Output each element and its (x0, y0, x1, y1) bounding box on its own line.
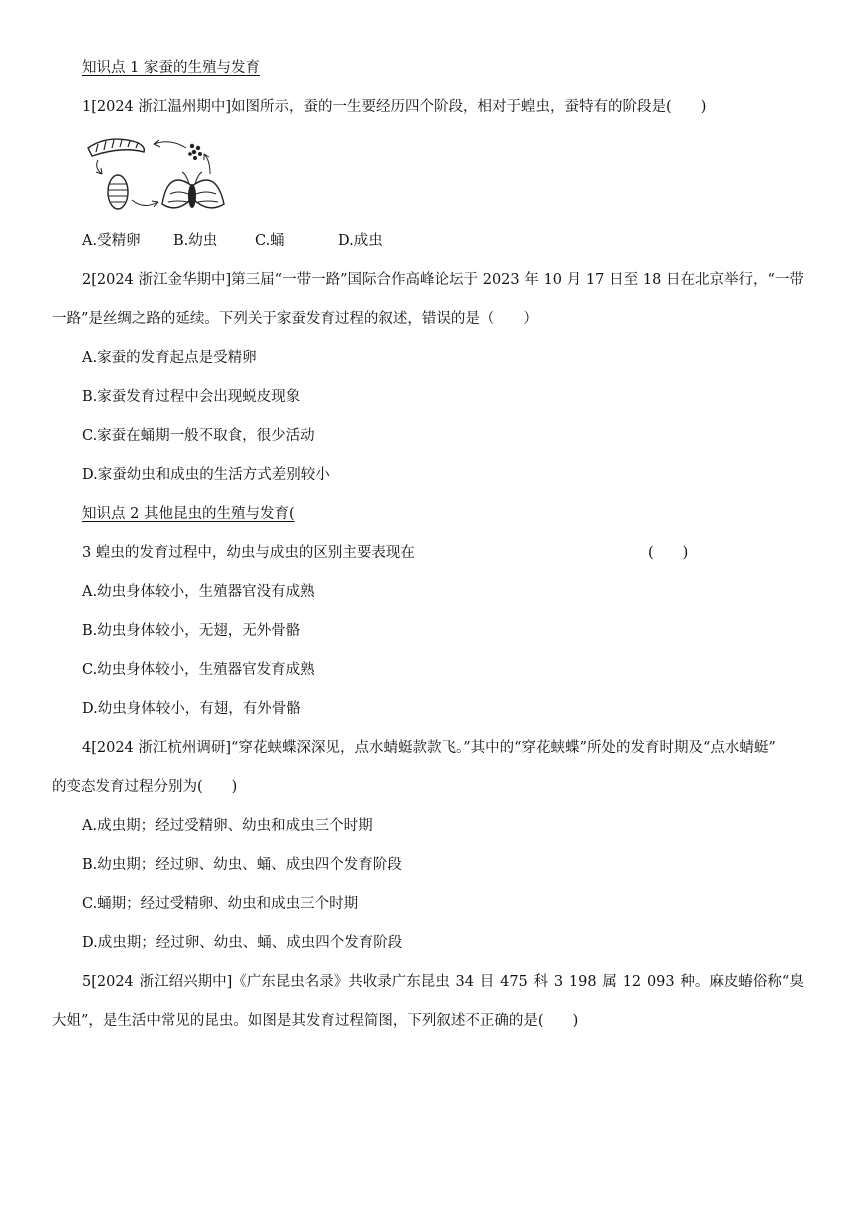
silkworm-moth-figure (162, 172, 224, 208)
q5-text-part: 属 (602, 974, 617, 990)
q5-text-part: 科 (533, 974, 549, 990)
question-1-option-a: A.受精卵 (82, 233, 141, 249)
q2-text-part: 2[2024 (82, 272, 134, 288)
question-2-option-a: A.家蚕的发育起点是受精卵 (82, 350, 257, 366)
question-2-option-d: D.家蚕幼虫和成虫的生活方式差别较小 (82, 467, 330, 483)
q2-text-part: 月 (566, 272, 582, 288)
q5-text-part: 浙江绍兴期中]《广东昆虫名录》共收录广东昆虫 (139, 974, 450, 990)
question-5-line-2: 大姐”，是生活中常见的昆虫。如图是其发育过程简图，下列叙述不正确的是( ) (52, 1013, 579, 1029)
q5-text-part: 198 (568, 974, 597, 990)
q2-text-part: 浙江金华期中]第三届“一带一路”国际合作高峰论坛于 (138, 272, 478, 288)
q5-text-part: 5[2024 (82, 974, 134, 990)
silkworm-pupa-figure (108, 175, 128, 209)
question-2-line-2: 一路”是丝绸之路的延续。下列关于家蚕发育过程的叙述，错误的是（ ） (52, 311, 538, 327)
question-3-option-a: A.幼虫身体较小，生殖器官没有成熟 (82, 584, 315, 600)
question-3-option-b: B.幼虫身体较小，无翅，无外骨骼 (82, 623, 301, 639)
q5-text-part: 34 (455, 974, 474, 990)
q2-text-part: 18 (642, 272, 662, 288)
question-4-line-1: 4[2024 浙江杭州调研]“穿花蛱蝶深深见，点水蜻蜓款款飞。”其中的“穿花蛱蝶”所处的发育时期及“点水蜻蜓” (82, 740, 776, 756)
question-4-line-2: 的变态发育过程分别为( ) (52, 779, 238, 795)
question-1-option-b: B.幼虫 (173, 233, 218, 249)
question-4-option-a: A.成虫期；经过受精卵、幼虫和成虫三个时期 (82, 818, 373, 834)
question-2-option-b: B.家蚕发育过程中会出现蜕皮现象 (82, 389, 301, 405)
q5-text-part: 目 (479, 974, 495, 990)
question-2-line-1 (82, 270, 804, 290)
question-3-option-d: D.幼虫身体较小，有翅，有外骨骼 (82, 701, 301, 717)
question-4-option-b: B.幼虫期；经过卵、幼虫、蛹、成虫四个发育阶段 (82, 857, 402, 873)
question-3-answer-bracket: ( ) (648, 545, 689, 561)
q5-text-part: 种。麻皮蝽俗称“臭 (680, 974, 804, 990)
question-1-option-c: C.蛹 (255, 233, 285, 249)
silkworm-lifecycle-illustration (82, 134, 232, 220)
question-2-option-c: C.家蚕在蛹期一般不取食，很少活动 (82, 428, 315, 444)
q5-text-part: 475 (500, 974, 528, 990)
question-5-line-1 (82, 972, 804, 992)
silkworm-eggs-figure (188, 144, 202, 160)
q5-text-part: 3 (553, 974, 564, 990)
question-4-option-d: D.成虫期；经过卵、幼虫、蛹、成虫四个发育阶段 (82, 935, 403, 951)
question-4-option-c: C.蛹期；经过受精卵、幼虫和成虫三个时期 (82, 896, 359, 912)
q5-text-part: 093 (646, 974, 675, 990)
section-title-2: 知识点 2 其他昆虫的生殖与发育( (82, 506, 295, 522)
question-1-stem: 1[2024 浙江温州期中]如图所示，蚕的一生要经历四个阶段，相对于蝗虫，蚕特有的阶段是( ) (82, 99, 707, 115)
question-3-option-c: C.幼虫身体较小，生殖器官发育成熟 (82, 662, 315, 678)
q2-text-part: 2023 (482, 272, 520, 288)
section-title-1: 知识点 1 家蚕的生殖与发育 (82, 60, 260, 76)
silkworm-larva-figure (88, 139, 144, 156)
q2-text-part: 10 (543, 272, 563, 288)
question-1-option-d: D.成虫 (338, 233, 383, 249)
q2-text-part: 年 (524, 272, 539, 288)
q5-text-part: 12 (622, 974, 642, 990)
question-3-stem: 3 蝗虫的发育过程中，幼虫与成虫的区别主要表现在 (82, 545, 415, 561)
q2-text-part: 日至 (609, 272, 639, 288)
q2-text-part: 日在北京举行，“一带 (666, 272, 804, 288)
q2-text-part: 17 (585, 272, 605, 288)
